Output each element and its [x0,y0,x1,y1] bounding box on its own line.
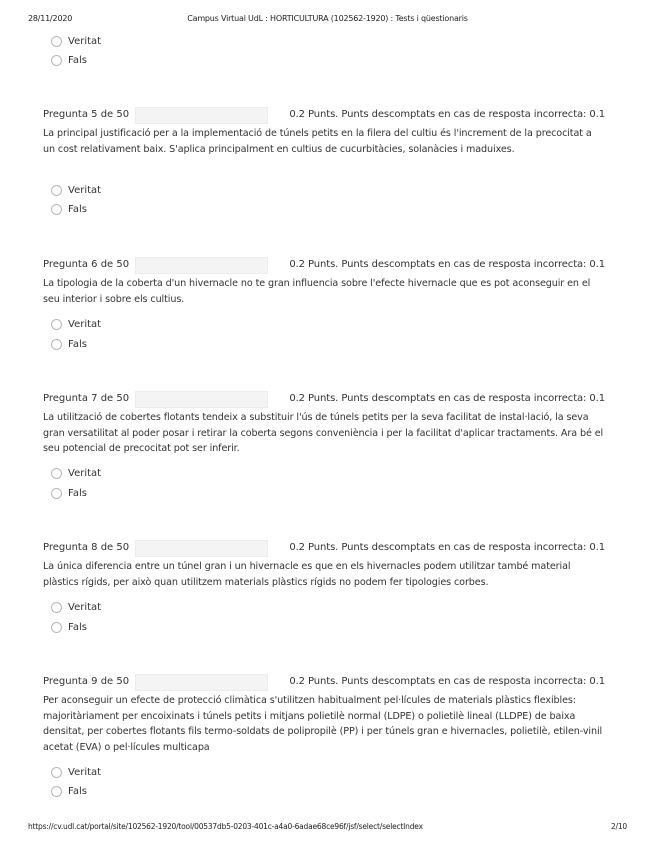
radio-button[interactable] [51,602,62,613]
radio-button[interactable] [51,185,62,196]
question-score-field [135,540,268,557]
q7-option-true[interactable] [51,466,101,480]
q9-option-true[interactable] [51,765,101,779]
print-url: https://cv.udl.cat/portal/site/102562-1920/tool/00537db5-0203-401c-a4a0-6adae68ce96f/jsf/select/selectIndex [28,822,423,831]
q8-option-true[interactable] [51,600,101,614]
question-points: 0.2 Punts. Punts descomptats en cas de resposta incorrecta: 0.1 [289,109,605,120]
option-label: Veritat [68,601,102,613]
question-header-8 [43,540,605,558]
q4-option-true[interactable] [51,34,101,48]
option-label: Fals [68,621,87,633]
question-text-9: Per aconseguir un efecte de protecció climàtica s'utilitzen habitualment pel·lícules de materials plàstics flexibles: majoritàriament per encoixinats i túnels petits i mitjans polietilè normal (LDPE) o polietilè lineal (LLDPE) de baixa densitat, per cobertes flotants fils termo-soldats de polipropilè (PP) i per túnels gran e hivernacles, polietilè, etilen-vinil acetat (EVA) o pel·lícules multicapa [43,695,603,753]
radio-button[interactable] [51,468,62,479]
question-score-field [135,674,268,691]
question-text-5: La principal justificació per a la implementació de túnels petits en la filera del cultiu és l'increment de la precocitat a un cost relativament baix. S'aplica principalment en cultius de cucurbitàcies, solanàcies i maduixes. [43,128,592,155]
option-label: Veritat [68,184,102,196]
option-label: Veritat [68,467,102,479]
radio-button[interactable] [51,767,62,778]
question-header-6 [43,257,605,275]
question-number: Pregunta 5 de 50 [43,109,130,120]
question-number: Pregunta 6 de 50 [43,259,130,270]
q5-option-false[interactable] [51,202,87,216]
question-score-field [135,257,268,274]
radio-button[interactable] [51,36,62,47]
print-date: 28/11/2020 [28,14,73,23]
question-text-8: La única diferencia entre un túnel gran i un hivernacle es que en els hivernacles podem utilitzar també material plàstics rígids, per això quan utilitzem materials plàstics rígids no podem fer tipologies corbes. [43,561,571,588]
q7-option-false[interactable] [51,486,87,500]
radio-button[interactable] [51,339,62,350]
radio-button[interactable] [51,319,62,330]
option-label: Fals [68,785,87,797]
print-title: Campus Virtual UdL : HORTICULTURA (102562-1920) : Tests i qüestionaris [187,14,468,23]
q6-option-false[interactable] [51,337,87,351]
question-number: Pregunta 9 de 50 [43,676,130,687]
radio-button[interactable] [51,488,62,499]
question-header-7 [43,391,605,409]
radio-button[interactable] [51,204,62,215]
question-points: 0.2 Punts. Punts descomptats en cas de resposta incorrecta: 0.1 [289,393,605,404]
question-header-9 [43,674,605,692]
question-header-5 [43,107,605,125]
option-label: Veritat [68,318,102,330]
radio-button[interactable] [51,786,62,797]
page-number: 2/10 [610,822,627,831]
q9-option-false[interactable] [51,784,87,798]
q5-option-true[interactable] [51,183,101,197]
question-score-field [135,391,268,408]
question-text-7: La utilització de cobertes flotants tendeix a substituir l'ús de túnels petits per la seva facilitat de instal·lació, la seva gran versatilitat al poder posar i retirar la coberta segons conveniència i per la facilitat d'aplicar tractaments. Ara bé el seu potencial de precocitat pot ser inferir. [43,412,604,454]
q6-option-true[interactable] [51,317,101,331]
option-label: Veritat [68,766,102,778]
q8-option-false[interactable] [51,620,87,634]
question-number: Pregunta 8 de 50 [43,542,130,553]
question-points: 0.2 Punts. Punts descomptats en cas de resposta incorrecta: 0.1 [289,542,605,553]
question-score-field [135,107,268,124]
option-label: Fals [68,203,87,215]
question-points: 0.2 Punts. Punts descomptats en cas de resposta incorrecta: 0.1 [289,259,605,270]
question-number: Pregunta 7 de 50 [43,393,130,404]
radio-button[interactable] [51,622,62,633]
question-text-6: La tipologia de la coberta d'un hivernacle no te gran influencia sobre l'efecte hivernacle que es pot aconseguir en el seu interior i sobre els cultius. [43,278,591,305]
option-label: Fals [68,338,87,350]
question-points: 0.2 Punts. Punts descomptats en cas de resposta incorrecta: 0.1 [289,676,605,687]
option-label: Fals [68,487,87,499]
radio-button[interactable] [51,55,62,66]
option-label: Fals [68,54,87,66]
q4-option-false[interactable] [51,53,87,67]
option-label: Veritat [68,35,102,47]
